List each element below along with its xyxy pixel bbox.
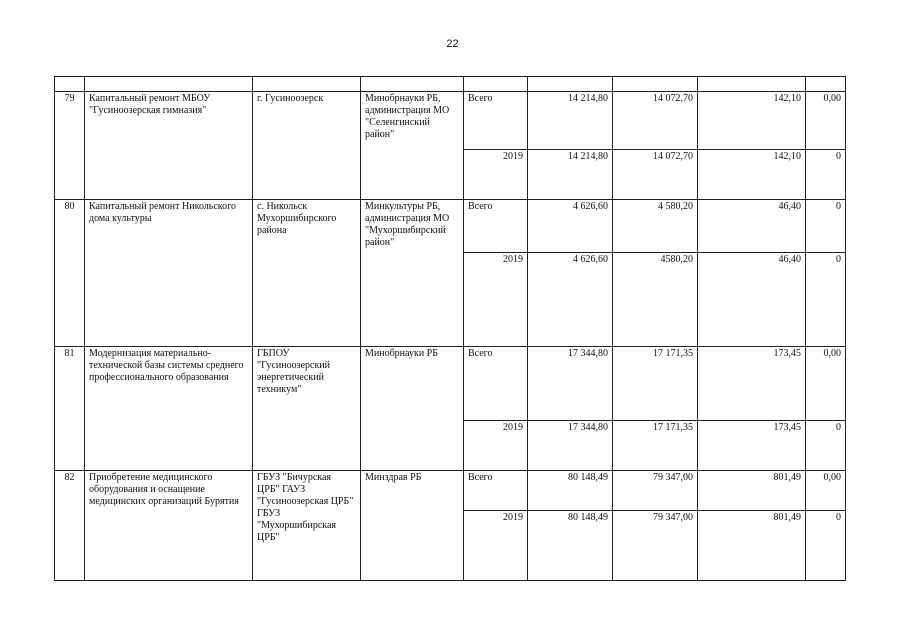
project-executor: Минкультуры РБ, администрация МО "Мухоршибирский район" [361, 200, 464, 347]
value-regional: 801,49 [698, 471, 806, 511]
period-label: Всего [464, 347, 528, 421]
value-federal: 17 171,35 [613, 347, 698, 421]
project-name: Модернизация материально-технической базы системы среднего профессионального образования [85, 347, 253, 471]
table-row [55, 200, 846, 253]
value-local: 0,00 [806, 347, 846, 421]
value-local: 0 [806, 511, 846, 581]
value-federal: 14 072,70 [613, 92, 698, 150]
row-number: 81 [55, 347, 85, 471]
row-number: 79 [55, 92, 85, 200]
project-executor: Минобрнауки РБ, администрация МО "Селенгинский район" [361, 92, 464, 200]
value-total: 80 148,49 [528, 511, 613, 581]
table-row [55, 92, 846, 150]
table-row [55, 471, 846, 511]
project-name: Капитальный ремонт МБОУ "Гусиноозерская гимназия" [85, 92, 253, 200]
table-header-strip [55, 77, 846, 92]
value-regional: 46,40 [698, 253, 806, 347]
project-place: г. Гусиноозерск [253, 92, 361, 200]
project-name: Капитальный ремонт Никольского дома культуры [85, 200, 253, 347]
value-total: 80 148,49 [528, 471, 613, 511]
project-place: ГБПОУ "Гусиноозерский энергетический техникум" [253, 347, 361, 471]
value-regional: 46,40 [698, 200, 806, 253]
period-label: 2019 [464, 511, 528, 581]
value-regional: 142,10 [698, 92, 806, 150]
value-regional: 142,10 [698, 150, 806, 200]
value-federal: 17 171,35 [613, 421, 698, 471]
project-executor: Минобрнауки РБ [361, 347, 464, 471]
value-local: 0 [806, 421, 846, 471]
project-name: Приобретение медицинского оборудования и оснащение медицинских организаций Бурятия [85, 471, 253, 581]
value-total: 14 214,80 [528, 92, 613, 150]
value-total: 4 626,60 [528, 253, 613, 347]
value-total: 17 344,80 [528, 421, 613, 471]
value-federal: 79 347,00 [613, 471, 698, 511]
value-local: 0 [806, 200, 846, 253]
period-label: Всего [464, 471, 528, 511]
period-label: Всего [464, 200, 528, 253]
budget-table [54, 76, 846, 581]
value-local: 0,00 [806, 92, 846, 150]
project-executor: Минздрав РБ [361, 471, 464, 581]
project-place: ГБУЗ "Бичурская ЦРБ" ГАУЗ "Гусиноозерская ЦРБ" ГБУЗ "Мухоршибирская ЦРБ" [253, 471, 361, 581]
value-local: 0 [806, 150, 846, 200]
page-number: 22 [446, 38, 459, 50]
row-number: 80 [55, 200, 85, 347]
value-local: 0,00 [806, 471, 846, 511]
value-regional: 801,49 [698, 511, 806, 581]
value-regional: 173,45 [698, 421, 806, 471]
value-local: 0 [806, 253, 846, 347]
value-total: 14 214,80 [528, 150, 613, 200]
period-label: Всего [464, 92, 528, 150]
value-total: 17 344,80 [528, 347, 613, 421]
period-label: 2019 [464, 150, 528, 200]
project-place: с. Никольск Мухоршибирского района [253, 200, 361, 347]
value-federal: 14 072,70 [613, 150, 698, 200]
value-federal: 4580,20 [613, 253, 698, 347]
value-total: 4 626,60 [528, 200, 613, 253]
period-label: 2019 [464, 253, 528, 347]
period-label: 2019 [464, 421, 528, 471]
value-federal: 79 347,00 [613, 511, 698, 581]
table-row [55, 347, 846, 421]
row-number: 82 [55, 471, 85, 581]
value-regional: 173,45 [698, 347, 806, 421]
value-federal: 4 580,20 [613, 200, 698, 253]
